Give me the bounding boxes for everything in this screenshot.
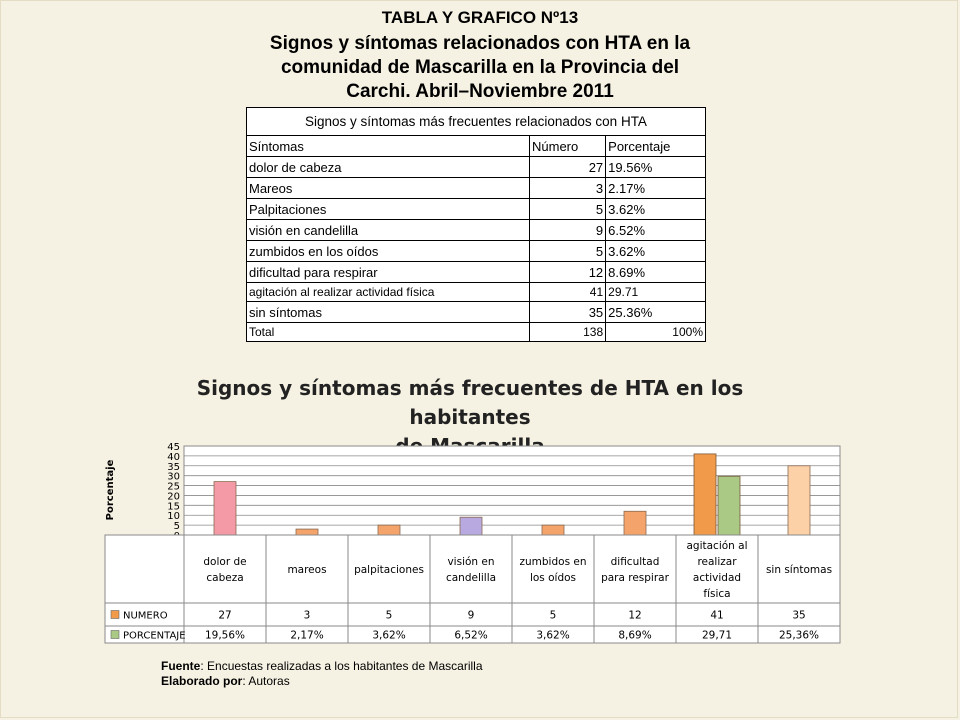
- cell-number: 3: [530, 178, 606, 199]
- data-label: 5: [549, 609, 557, 622]
- y-tick-label: 40: [167, 451, 180, 463]
- column-header-percent: Porcentaje: [606, 136, 706, 157]
- x-tick-label: realizar: [697, 556, 737, 568]
- cell-total-percent: 100%: [606, 323, 706, 342]
- data-label: 8,69%: [618, 629, 652, 642]
- cell-percent: 19.56%: [606, 157, 706, 178]
- x-tick-label: agitación al: [686, 540, 748, 552]
- x-tick-label: candelilla: [445, 572, 497, 584]
- cell-symptom: sin síntomas: [247, 302, 530, 323]
- data-label: 3,62%: [372, 629, 406, 642]
- column-header-number: Número: [530, 136, 606, 157]
- column-header-symptoms: Síntomas: [247, 136, 530, 157]
- x-tick-label: dolor de: [203, 556, 247, 568]
- cell-symptom: visión en candelilla: [247, 220, 530, 241]
- data-label: 19,56%: [204, 629, 246, 642]
- slide-title-line-2: comunidad de Mascarilla en la Provincia del: [280, 57, 680, 78]
- y-tick-label: 35: [167, 461, 180, 473]
- x-tick-label: dificultad: [610, 556, 660, 568]
- cell-percent: 25.36%: [606, 302, 706, 323]
- footer-notes: [161, 659, 483, 689]
- bar-porcentaje: [718, 476, 740, 535]
- cell-number: 9: [530, 220, 606, 241]
- plot-area: [184, 446, 840, 535]
- data-label: 27: [218, 609, 232, 622]
- data-label: 6,52%: [454, 629, 488, 642]
- cell-percent: 8.69%: [606, 262, 706, 283]
- bar: [214, 482, 236, 535]
- cell-number: 5: [530, 241, 606, 262]
- cell-number: 27: [530, 157, 606, 178]
- x-tick-label: física: [703, 588, 731, 600]
- cell-symptom: Mareos: [247, 178, 530, 199]
- cell-symptom: zumbidos en los oídos: [247, 241, 530, 262]
- bar: [460, 517, 482, 535]
- data-label: 12: [628, 609, 642, 622]
- x-tick-label: mareos: [287, 564, 327, 576]
- slide-title-line-3: Carchi. Abril–Noviembre 2011: [346, 81, 614, 102]
- slide-title-line-1: Signos y síntomas relacionados con HTA en la: [269, 33, 691, 54]
- x-tick-label: los oídos: [529, 572, 577, 584]
- table-caption: Signos y síntomas más frecuentes relacionados con HTA: [247, 108, 706, 136]
- bar: [296, 529, 318, 535]
- cell-percent: 3.62%: [606, 199, 706, 220]
- x-tick-label: visión en: [447, 556, 495, 568]
- bar-numero: [694, 454, 716, 535]
- data-label: 41: [710, 609, 724, 622]
- cell-percent: 29.71: [606, 283, 706, 302]
- cell-total-number: 138: [530, 323, 606, 342]
- cell-percent: 2.17%: [606, 178, 706, 199]
- author-note: Elaborado por: Autoras: [161, 674, 290, 688]
- x-tick-label: cabeza: [206, 572, 244, 584]
- x-tick-label: sin síntomas: [765, 564, 833, 576]
- data-label: 29,71: [701, 629, 733, 642]
- x-tick-label: para respirar: [601, 572, 669, 584]
- data-label: 5: [385, 609, 393, 622]
- cell-percent: 3.62%: [606, 241, 706, 262]
- y-tick-label: 10: [167, 511, 180, 523]
- cell-percent: 6.52%: [606, 220, 706, 241]
- bar: [378, 525, 400, 535]
- y-tick-label: 45: [167, 442, 180, 453]
- cell-symptom: Palpitaciones: [247, 199, 530, 220]
- y-tick-label: 30: [167, 471, 180, 483]
- cell-total-label: Total: [247, 323, 530, 342]
- chart-title-line-1: Signos y síntomas más frecuentes de HTA en los habitantes: [196, 376, 744, 429]
- legend-label-numero: NUMERO: [123, 610, 168, 622]
- x-tick-label: zumbidos en: [519, 556, 587, 568]
- bar: [624, 511, 646, 535]
- cell-symptom: dolor de cabeza: [247, 157, 530, 178]
- y-tick-label: 5: [173, 521, 180, 533]
- table-number-label: TABLA Y GRAFICO Nº13: [381, 8, 579, 27]
- cell-symptom: dificultad para respirar: [247, 262, 530, 283]
- x-tick-label: palpitaciones: [354, 564, 424, 576]
- x-tick-label: actividad: [692, 572, 742, 584]
- bar: [542, 525, 564, 535]
- cell-symptom: agitación al realizar actividad física: [247, 283, 530, 302]
- cell-number: 41: [530, 283, 606, 302]
- y-tick-label: 25: [167, 481, 180, 493]
- data-label: 3: [303, 609, 311, 622]
- data-label: 2,17%: [290, 629, 324, 642]
- legend-swatch-numero: [111, 611, 119, 619]
- y-tick-label: 20: [167, 491, 180, 503]
- data-label: 9: [467, 609, 475, 622]
- y-tick-label: 15: [167, 501, 180, 513]
- legend-swatch-porcentaje: [111, 631, 119, 639]
- data-label: 3,62%: [536, 629, 570, 642]
- data-label: 25,36%: [778, 629, 820, 642]
- cell-number: 12: [530, 262, 606, 283]
- source-note: Fuente: Encuestas realizadas a los habitantes de Mascarilla: [161, 659, 483, 673]
- cell-number: 5: [530, 199, 606, 220]
- y-axis-label: Porcentaje: [105, 459, 116, 521]
- legend-label-porcentaje: PORCENTAJE: [123, 630, 186, 642]
- bar: [788, 466, 810, 535]
- data-label: 35: [792, 609, 806, 622]
- cell-number: 35: [530, 302, 606, 323]
